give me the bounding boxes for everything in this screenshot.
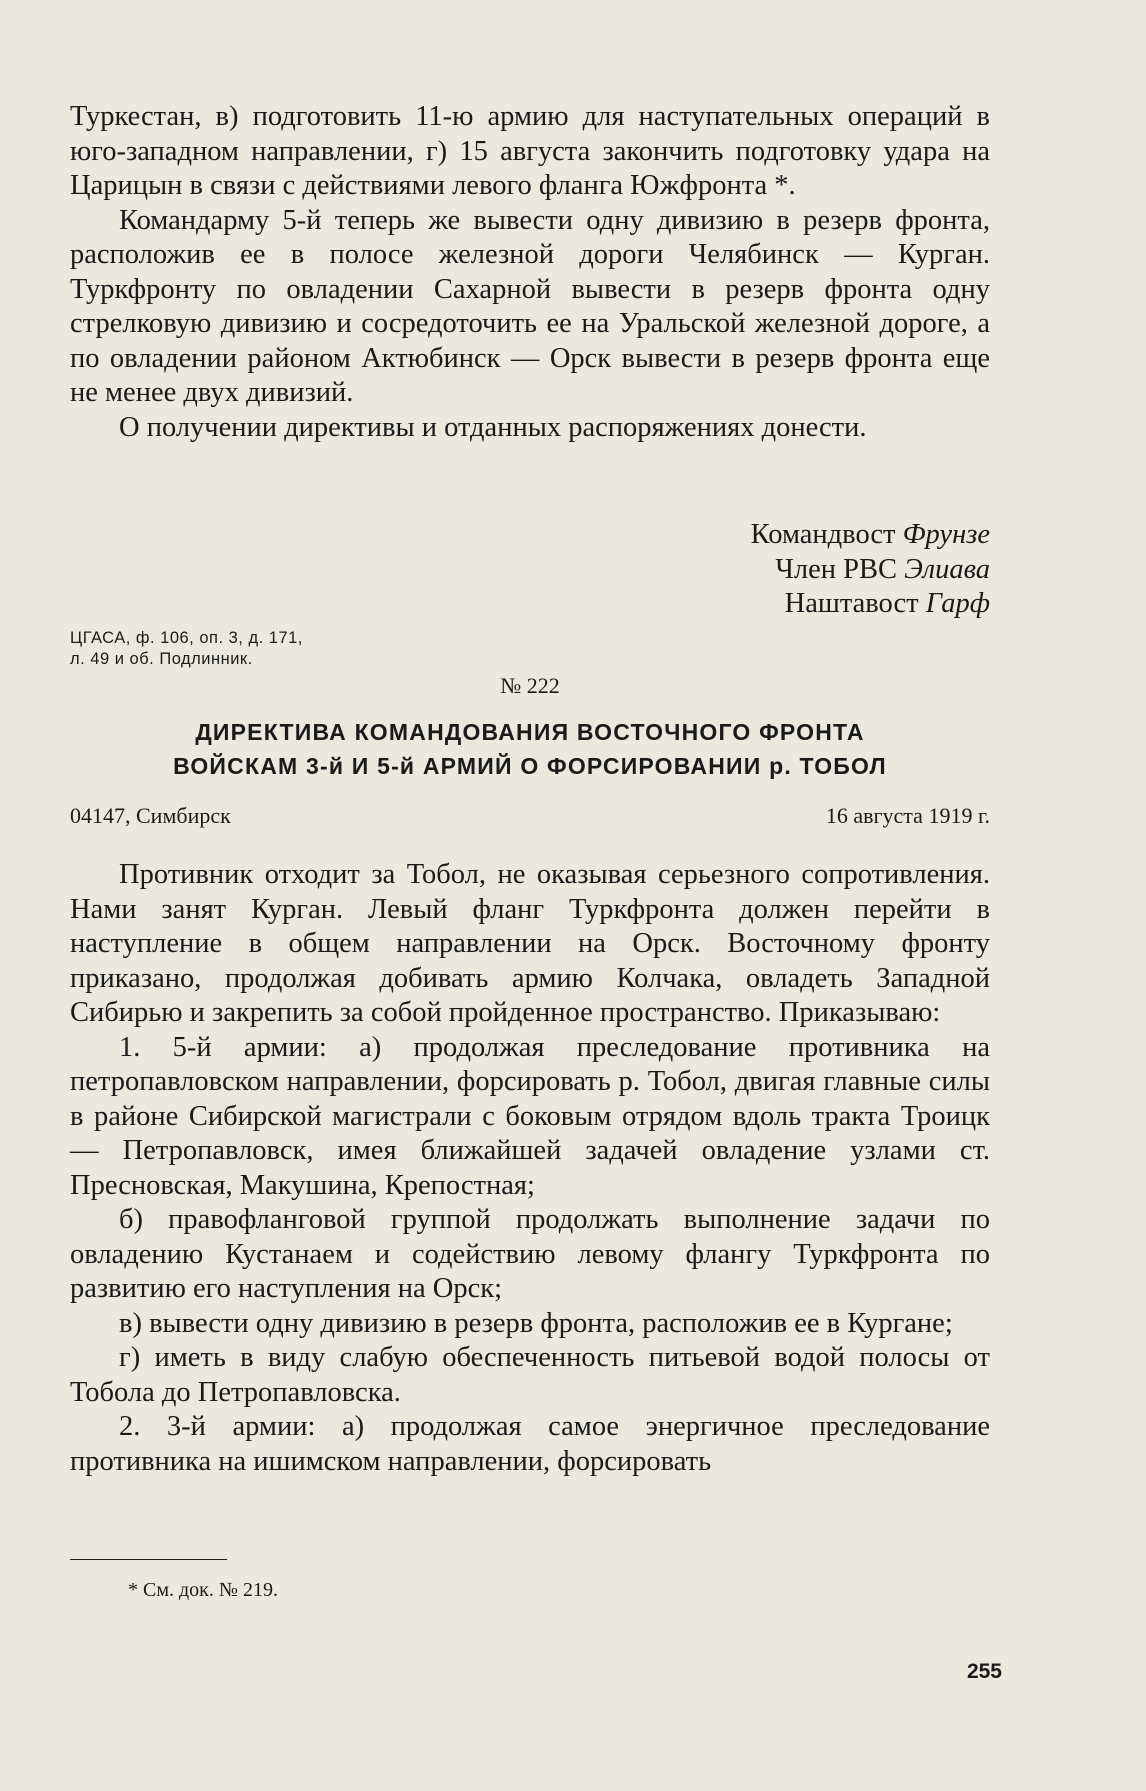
signature-title: Наштавост xyxy=(784,588,919,619)
directive-paragraph-3: б) правофланговой группой продолжать выполнение задачи по овладению Кустанаем и содействию левому флангу Туркфронта по развитию его наступления на Орск; xyxy=(70,1204,990,1304)
document-title-line-1: ДИРЕКТИВА КОМАНДОВАНИЯ ВОСТОЧНОГО ФРОНТА xyxy=(195,719,865,745)
source-line-1: ЦГАСА, ф. 106, оп. 3, д. 171, xyxy=(70,629,303,647)
continuation-paragraph-2: Командарму 5-й теперь же вывести одну дивизию в резерв фронта, расположив ее в полосе железной дороги Челябинск — Курган. Туркфронту по овладении Сахарной вывести в резерв фронта одну стрелковую дивизию и сосредоточить ее на Уральской железной дороге, а по овладении районом Актюбинск — Орск вывести в резерв фронта еще не менее двух дивизий. xyxy=(70,204,990,408)
signature-title: Командвост xyxy=(750,519,896,550)
archive-source-note xyxy=(70,628,990,670)
signature-block xyxy=(70,518,990,622)
directive-paragraph-6: 2. 3-й армии: а) продолжая самое энергичное преследование противника на ишимском направлении, форсировать xyxy=(70,1411,990,1477)
document-title xyxy=(70,715,990,783)
signature-title: Член РВС xyxy=(775,553,898,585)
directive-paragraph-1: Противник отходит за Тобол, не оказывая серьезного сопротивления. Нами занят Курган. Левый фланг Туркфронта должен перейти в наступление в общем направлении на Орск. Восточному фронту приказано, продолжая добивать армию Колчака, овладеть Западной Сибирью и закрепить за собой пройденное пространство. Приказываю: xyxy=(70,859,990,1028)
directive-paragraph-5: г) иметь в виду слабую обеспеченность питьевой водой полосы от Тобола до Петропавловска. xyxy=(70,1342,990,1408)
signature-line-commander xyxy=(70,518,990,553)
source-line-2: л. 49 и об. Подлинник. xyxy=(70,650,253,668)
page-number: 255 xyxy=(966,1660,1002,1683)
document-meta-row xyxy=(70,803,990,829)
directive-paragraph-4: в) вывести одну дивизию в резерв фронта, расположив ее в Кургане; xyxy=(119,1307,953,1339)
continuation-text xyxy=(70,100,990,445)
signature-name: Элиава xyxy=(904,553,990,585)
continuation-paragraph-1: Туркестан, в) подготовить 11-ю армию для наступательных операций в юго-западном направлении, г) 15 августа закончить подготовку удара на Царицын в связи с действиями левого фланга Южфронта *. xyxy=(70,101,990,201)
document-reference-place: 04147, Симбирск xyxy=(70,803,231,828)
directive-text xyxy=(70,858,990,1479)
signature-name: Фрунзе xyxy=(902,519,990,550)
document-title-line-2: ВОЙСКАМ 3-й И 5-й АРМИЙ О ФОРСИРОВАНИИ р. ТОБОЛ xyxy=(173,753,887,779)
signature-name: Гарф xyxy=(925,588,990,619)
document-date: 16 августа 1919 г. xyxy=(825,803,990,828)
footnote: * См. док. № 219. xyxy=(128,1579,278,1601)
signature-line-rvs-member xyxy=(70,553,990,588)
continuation-paragraph-3: О получении директивы и отданных распоряжениях донести. xyxy=(119,411,867,443)
document-number: № 222 xyxy=(500,673,560,698)
directive-paragraph-2: 1. 5-й армии: а) продолжая преследование противника на петропавловском направлении, форсировать р. Тобол, двигая главные силы в районе Сибирской магистрали с боковым отрядом вдоль тракта Троицк — Петропавловск, имея ближайшей задачей овладение узлами ст. Пресновская, Макушина, Крепостная; xyxy=(70,1031,990,1201)
signature-line-chief-of-staff xyxy=(70,587,990,622)
footnote-divider xyxy=(70,1559,227,1560)
